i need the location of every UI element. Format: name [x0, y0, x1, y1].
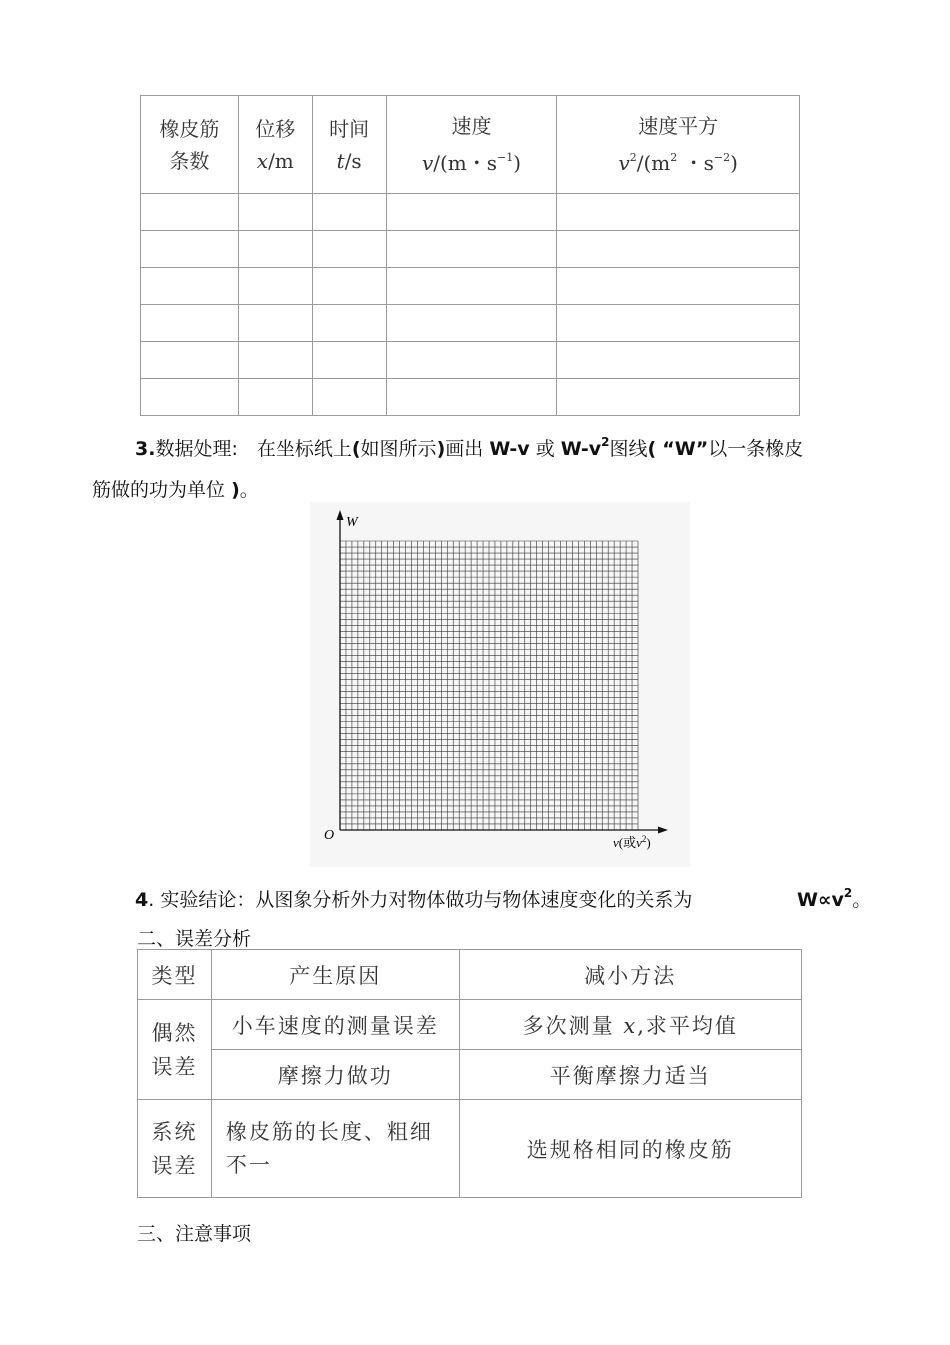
x-label-v2: v	[636, 835, 642, 850]
section3-paren-close: )	[436, 438, 446, 460]
section3-text-f: 图线	[609, 438, 648, 460]
cause-band-line1: 橡皮筋的长度、粗细	[225, 1119, 433, 1144]
table-row	[141, 342, 800, 379]
header-disp-unit: /m	[268, 148, 294, 173]
section3-paren2: (	[647, 438, 657, 460]
section3-period: 。	[239, 479, 259, 501]
x-label-v: v	[613, 835, 619, 850]
section4-text: . 实验结论：从图象分析外力对物体做功与物体速度变化的关系为	[148, 889, 693, 911]
table-cell	[557, 268, 800, 305]
origin-label: O	[324, 828, 335, 843]
random-error-label	[138, 1000, 212, 1100]
header-time-label: 时间	[329, 116, 370, 141]
section3-quote-w: “W”	[662, 438, 709, 460]
section4-number: 4	[135, 889, 149, 911]
cause-speed-measure: 小车速度的测量误差	[211, 1000, 459, 1050]
section3-line1	[135, 434, 803, 461]
table-row	[138, 1000, 802, 1050]
table-cell	[386, 268, 557, 305]
header-disp-var: x	[256, 148, 269, 173]
table-row	[141, 231, 800, 268]
section4-formula	[797, 885, 871, 912]
table-cell	[238, 342, 312, 379]
header-speedsq-var: v	[618, 151, 630, 175]
x-axis-label	[613, 834, 651, 850]
table-header-row	[138, 950, 802, 1000]
section3-paren-open: (	[351, 438, 361, 460]
table-cell	[238, 379, 312, 416]
header-speedsq-exp3: −2	[713, 151, 731, 164]
header-speed-var: v	[421, 151, 434, 175]
header-type: 类型	[138, 950, 212, 1000]
header-speedsq-label: 速度平方	[638, 114, 719, 138]
table-cell	[312, 194, 386, 231]
header-cause: 产生原因	[211, 950, 459, 1000]
table-cell	[386, 305, 557, 342]
x-label-sup: 2	[641, 834, 647, 844]
method-balance-friction: 平衡摩擦力适当	[459, 1050, 801, 1100]
table-cell	[238, 194, 312, 231]
cause-friction: 摩擦力做功	[211, 1050, 459, 1100]
header-speedsq-exp1: 2	[629, 151, 637, 164]
section3-w-v2: W-v	[560, 438, 602, 460]
table-cell	[557, 231, 800, 268]
header-speedsq-unit2: ・s	[677, 151, 714, 175]
table-cell	[557, 379, 800, 416]
table-cell	[312, 268, 386, 305]
header-speedsq-exp2: 2	[670, 151, 678, 164]
section3-text-c: 如图所示	[360, 438, 437, 460]
section4-conclusion	[135, 885, 692, 912]
coordinate-graph	[310, 502, 690, 867]
table-cell	[386, 231, 557, 268]
section3-line2	[92, 475, 259, 502]
table-cell	[238, 268, 312, 305]
section3-text-e: 画出	[445, 438, 484, 460]
table-cell	[141, 342, 239, 379]
table-cell	[238, 231, 312, 268]
table-row	[141, 268, 800, 305]
method-average	[459, 1000, 801, 1050]
table-cell	[386, 194, 557, 231]
header-bands-line1: 橡皮筋	[159, 116, 220, 141]
system-error-label	[138, 1100, 212, 1198]
section3-or: 或	[535, 438, 555, 460]
header-bands	[141, 96, 239, 194]
heading-precautions: 三、注意事项	[137, 1223, 252, 1245]
header-time-var: t	[336, 148, 345, 173]
header-bands-line2: 条数	[169, 148, 210, 173]
table-cell	[557, 305, 800, 342]
table-row	[141, 194, 800, 231]
section3-number: 3.	[135, 438, 156, 460]
header-speedsq-unit1: /(m	[636, 151, 671, 175]
table-cell	[386, 379, 557, 416]
header-speed	[386, 96, 557, 194]
section3-sup: 2	[601, 435, 610, 449]
header-method: 减小方法	[459, 950, 801, 1000]
table-cell	[312, 342, 386, 379]
system-error-line1: 系统	[151, 1119, 198, 1144]
table-cell	[141, 194, 239, 231]
section3-paren-close2: )	[231, 479, 240, 501]
heading-error-analysis: 二、误差分析	[137, 928, 252, 950]
table-cell	[141, 231, 239, 268]
table-cell	[386, 342, 557, 379]
table-cell	[141, 268, 239, 305]
header-speed-unit: /(m・s	[433, 151, 498, 175]
table-cell	[312, 305, 386, 342]
table-row	[141, 379, 800, 416]
header-speed-label: 速度	[451, 114, 492, 138]
x-axis-arrow	[658, 827, 668, 834]
section3-text-a: 数据处理: 在坐标纸上	[155, 438, 352, 460]
header-time-unit: /s	[344, 148, 362, 173]
x-label-paren: (或	[618, 835, 637, 850]
table-row	[138, 1100, 802, 1198]
cause-band-inconsistency	[211, 1100, 459, 1198]
formula-sup: 2	[843, 886, 853, 900]
method-average-b: ,求平均值	[637, 1013, 738, 1038]
table-header-row	[141, 96, 800, 194]
x-label-close: )	[646, 835, 651, 850]
formula-period: 。	[852, 889, 872, 911]
section3-w-v: W-v	[489, 438, 530, 460]
header-displacement	[238, 96, 312, 194]
section3-text-line2: 筋做的功为单位	[92, 479, 226, 501]
grid-lines	[340, 541, 638, 830]
table-cell	[557, 194, 800, 231]
header-speed-squared	[557, 96, 800, 194]
y-axis-arrow	[337, 510, 344, 520]
cause-band-line2: 不一	[225, 1152, 272, 1177]
method-average-a: 多次测量	[522, 1013, 615, 1038]
method-average-x: x	[623, 1013, 638, 1038]
error-analysis-table	[137, 949, 802, 1198]
header-speed-exp: −1	[497, 151, 514, 164]
table-cell	[141, 305, 239, 342]
table-cell	[312, 231, 386, 268]
table-cell	[557, 342, 800, 379]
method-same-bands: 选规格相同的橡皮筋	[459, 1100, 801, 1198]
header-time	[312, 96, 386, 194]
table-row	[138, 1050, 802, 1100]
table-row	[141, 305, 800, 342]
table-cell	[141, 379, 239, 416]
section3-text-g: 以一条橡皮	[708, 438, 804, 460]
formula-w-prop-v: W∝v	[797, 889, 844, 911]
random-error-line1: 偶然	[151, 1020, 198, 1045]
system-error-line2: 误差	[151, 1153, 198, 1178]
random-error-line2: 误差	[151, 1054, 198, 1079]
y-axis-label: W	[346, 515, 358, 530]
table-cell	[238, 305, 312, 342]
header-speedsq-close: )	[730, 151, 738, 175]
data-table	[140, 95, 800, 416]
table-cell	[312, 379, 386, 416]
header-disp-label: 位移	[255, 116, 296, 141]
header-speed-close: )	[513, 151, 522, 175]
